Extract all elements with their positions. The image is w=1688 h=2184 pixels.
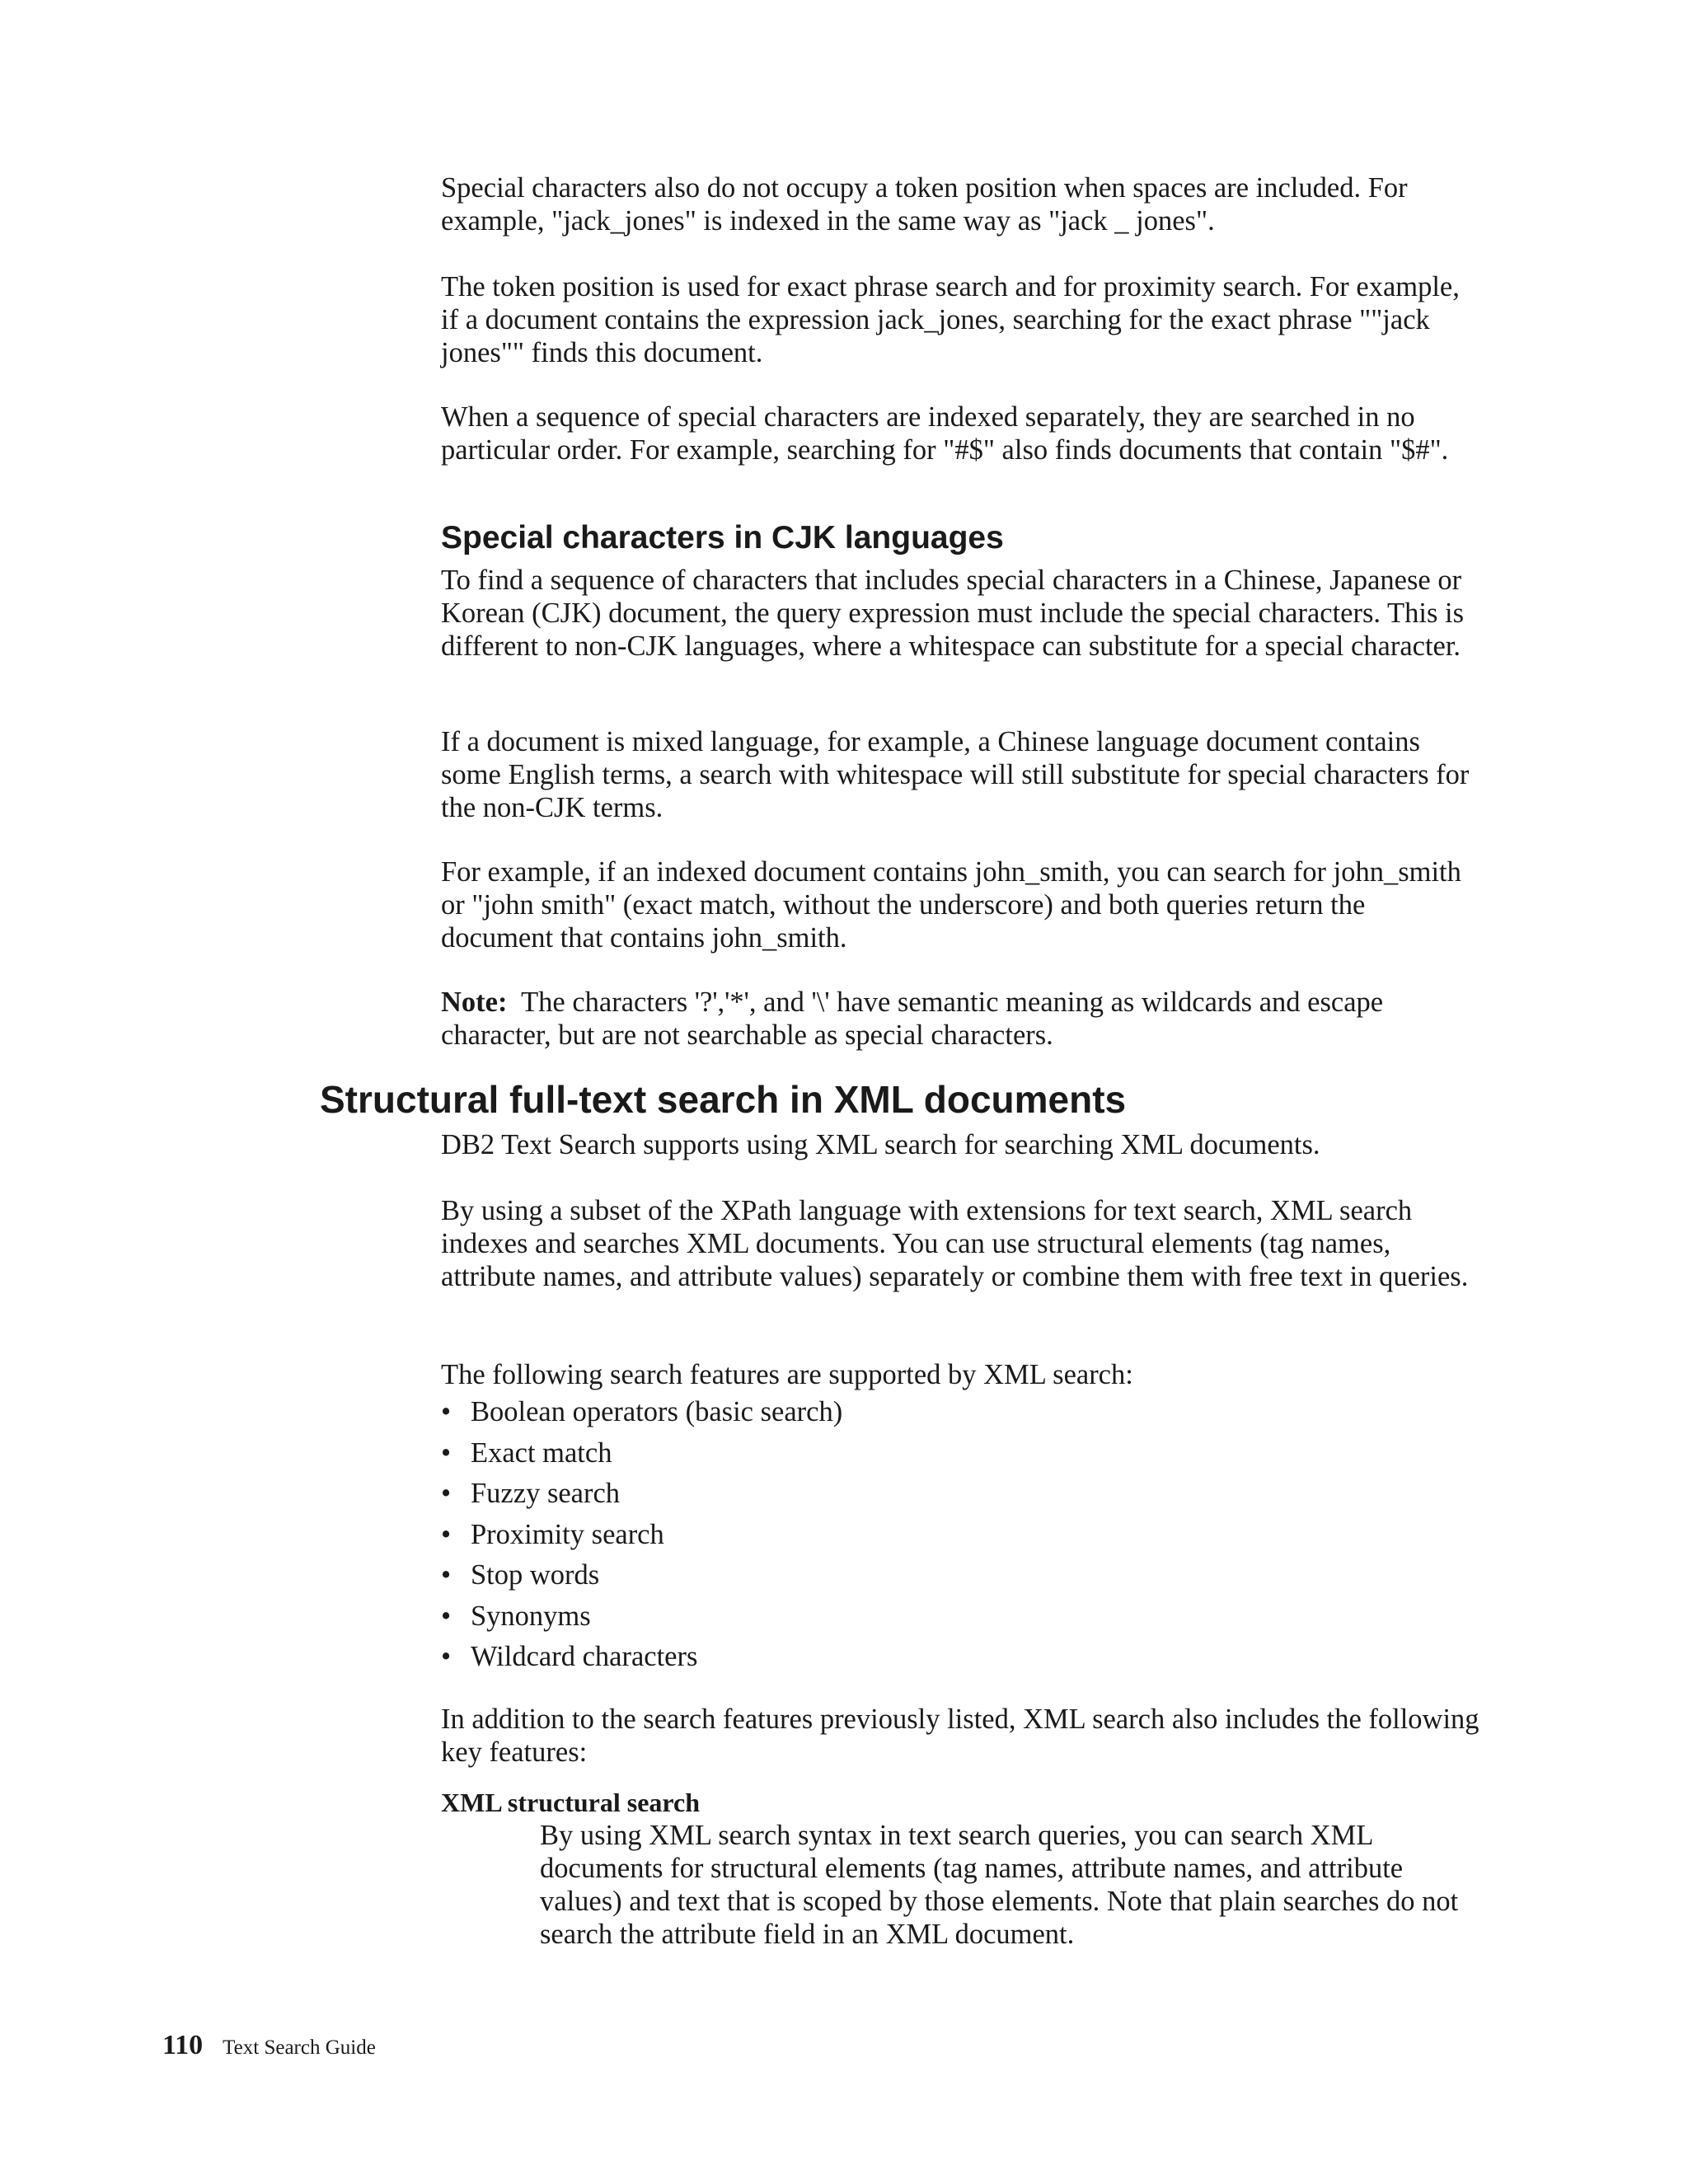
xml-paragraph-1: DB2 Text Search supports using XML search for searching XML documents. [441,1129,1320,1160]
book-title: Text Search Guide [223,2036,376,2059]
feature-label: Boolean operators (basic search) [471,1396,843,1427]
feature-label: Synonyms [471,1600,591,1632]
definition-term: XML structural search [441,1788,701,1817]
intro-paragraph-1: Special characters also do not occupy a token position when spaces are included. For example, "jack_jones" is indexed in the same way as "jack _ jones". [441,172,1408,237]
feature-label: Exact match [471,1436,612,1469]
note-text: The characters '?','*', and '\' have semantic meaning as wildcards and escape character, but are not searchable as special characters. [441,987,1384,1051]
page-number: 110 [162,2030,204,2060]
feature-label: Fuzzy search [471,1478,621,1509]
cjk-paragraph-1: To find a sequence of characters that includes special characters in a Chinese, Japanese or Korean (CJK) document, the query expression must include the special characters. This is different to non-CJK languages, where a whitespace can substitute for a special character. [441,565,1465,662]
feature-list-item [441,1596,1479,1638]
cjk-paragraph-3: For example, if an indexed document contains john_smith, you can search for john_smith or "john smith" (exact match, without the underscore) and both queries return the document that contains john_smith. [441,856,1461,954]
xml-paragraph-4: In addition to the search features previously listed, XML search also includes the following key features: [441,1704,1479,1768]
feature-list-item [441,1555,1479,1596]
xml-section-heading: Structural full-text search in XML documents [320,1078,1127,1121]
feature-label: Proximity search [471,1518,664,1550]
page-footer [162,2029,376,2062]
cjk-heading: Special characters in CJK languages [441,520,1004,555]
feature-list [441,1392,1479,1678]
intro-paragraph-2: The token position is used for exact phrase search and for proximity search. For example, if a document contains the expression jack_jones, searching for the exact phrase ""jack jones"" finds this document. [441,271,1460,368]
intro-paragraph-3: When a sequence of special characters are indexed separately, they are searched in no particular order. For example, searching for "#$" also finds documents that contain "$#". [441,401,1449,466]
feature-list-item [441,1433,1479,1474]
xml-paragraph-3: The following search features are supported by XML search: [441,1359,1133,1390]
feature-list-item [441,1392,1479,1433]
xml-paragraph-2: By using a subset of the XPath language with extensions for text search, XML search indexes and searches XML documents. You can use structural elements (tag names, attribute names, and attribute values) separately or combine them with free text in queries. [441,1195,1469,1292]
feature-list-item [441,1637,1479,1678]
cjk-paragraph-2: If a document is mixed language, for example, a Chinese language document contains some English terms, a search with whitespace will still substitute for special characters for the non-CJK terms. [441,726,1470,823]
definition-text: By using XML search syntax in text search queries, you can search XML documents for structural elements (tag names, attribute names, and attribute values) and text that is scoped by those elements. Note that plain searches do not search the attribute field in an XML document. [540,1820,1459,1950]
bullet-glyph: • [441,1478,452,1509]
bullet-glyph: • [441,1559,452,1591]
bullet-glyph: • [441,1518,452,1550]
bullet-glyph: • [441,1436,452,1469]
feature-list-item [441,1515,1479,1556]
note-label: Note: [441,987,508,1018]
note-paragraph [441,986,1479,1052]
feature-list-item [441,1474,1479,1515]
bullet-glyph: • [441,1641,452,1672]
feature-label: Wildcard characters [471,1641,698,1672]
bullet-glyph: • [441,1396,452,1427]
feature-label: Stop words [471,1559,600,1591]
bullet-glyph: • [441,1600,452,1632]
